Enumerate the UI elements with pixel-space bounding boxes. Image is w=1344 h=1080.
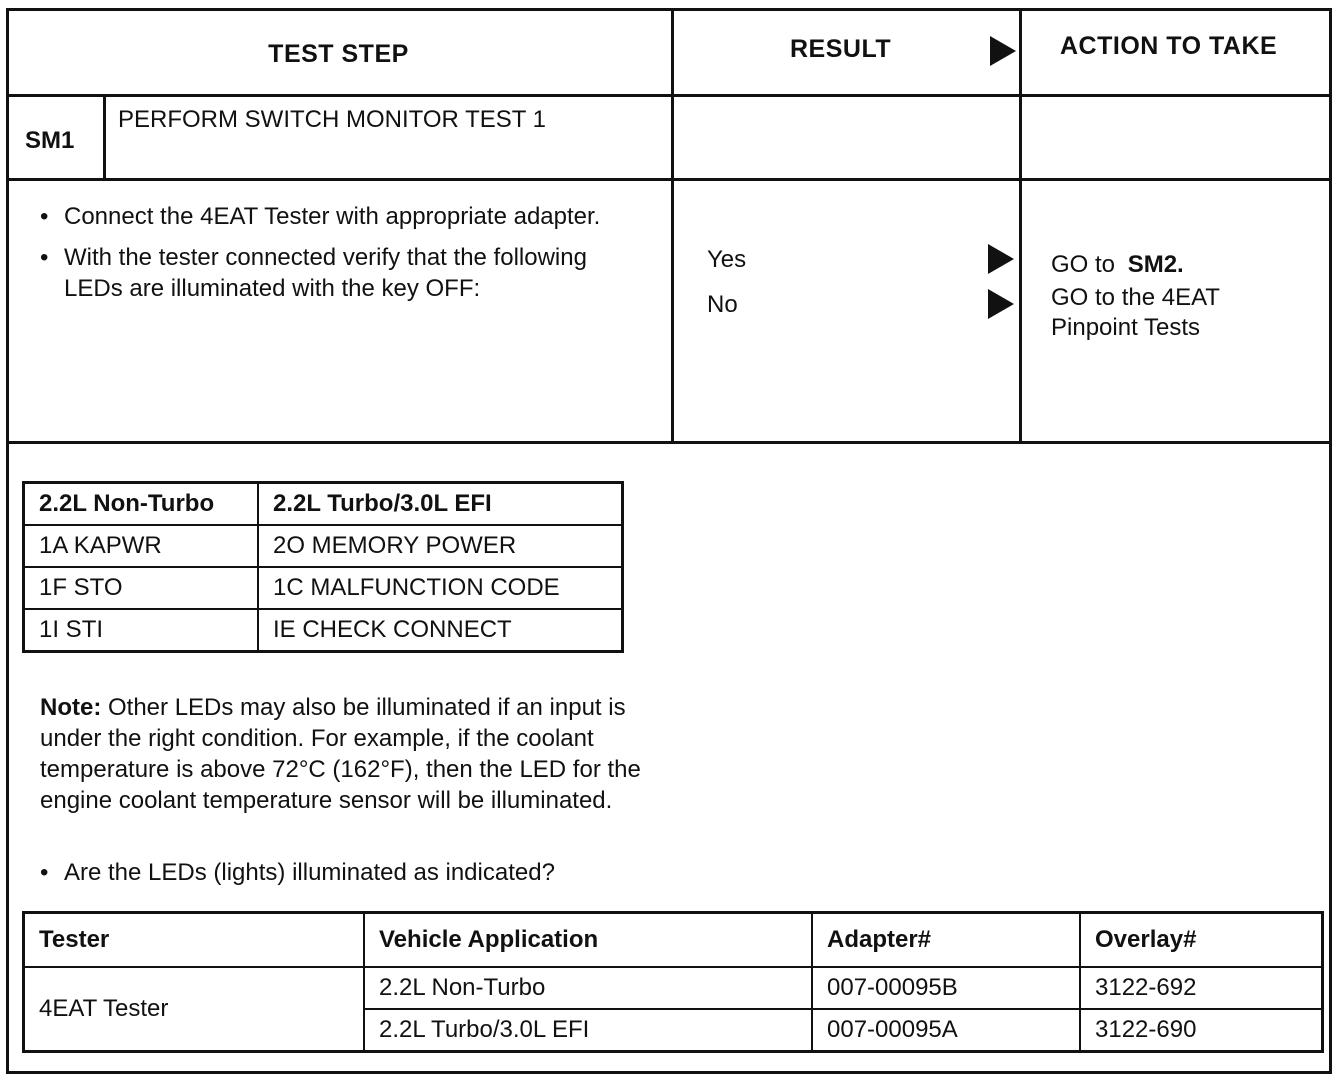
tester-cell: 3122-692 bbox=[1080, 967, 1323, 1009]
action-yes-prefix: GO to bbox=[1051, 251, 1116, 278]
test-step-header: TEST STEP bbox=[268, 40, 409, 68]
header-divider bbox=[6, 94, 1332, 97]
tester-table-row bbox=[24, 967, 1323, 1009]
step-title: PERFORM SWITCH MONITOR TEST 1 bbox=[118, 106, 547, 133]
step-id-divider bbox=[103, 94, 106, 181]
led-cell: 1C MALFUNCTION CODE bbox=[258, 567, 623, 609]
led-cell: 2O MEMORY POWER bbox=[258, 525, 623, 567]
tester-header-cell: Overlay# bbox=[1080, 913, 1323, 968]
led-table-row bbox=[24, 567, 623, 609]
question-item: • Are the LEDs (lights) illuminated as indicated? bbox=[40, 857, 680, 888]
step-id: SM1 bbox=[25, 127, 75, 154]
note bbox=[40, 692, 650, 816]
led-table-header-row bbox=[24, 483, 623, 526]
result-arrow-icon bbox=[990, 36, 1016, 66]
action-header: ACTION TO TAKE bbox=[1060, 32, 1278, 60]
led-header-cell: 2.2L Turbo/3.0L EFI bbox=[258, 483, 623, 526]
yes-arrow-icon bbox=[988, 244, 1014, 274]
result-column-divider bbox=[671, 8, 674, 444]
instructions-divider bbox=[6, 441, 1332, 444]
action-yes-target: SM2. bbox=[1127, 251, 1184, 278]
tester-table bbox=[22, 911, 1324, 1053]
result-no: No bbox=[707, 291, 738, 318]
note-label: Note: bbox=[40, 694, 102, 721]
tester-header-cell: Adapter# bbox=[812, 913, 1080, 968]
tester-cell: 2.2L Turbo/3.0L EFI bbox=[364, 1009, 812, 1052]
note-text: Other LEDs may also be illuminated if an input is under the right condition. For example, if the coolant temperature is above 72°C (162°F), then the LED for the engine coolant temperature sensor will be illuminated. bbox=[40, 694, 641, 814]
result-header: RESULT bbox=[790, 35, 892, 63]
led-table-row bbox=[24, 609, 623, 652]
led-table-row bbox=[24, 525, 623, 567]
step-divider bbox=[6, 178, 1332, 181]
led-cell: 1I STI bbox=[24, 609, 259, 652]
instruction-item: • With the tester connected verify that the following LEDs are illuminated with the key OFF: bbox=[40, 242, 630, 304]
tester-cell: 2.2L Non-Turbo bbox=[364, 967, 812, 1009]
result-yes: Yes bbox=[707, 246, 747, 273]
question-list bbox=[40, 857, 680, 898]
action-yes bbox=[1051, 249, 1184, 280]
instruction-list bbox=[40, 201, 630, 314]
tester-cell: 3122-690 bbox=[1080, 1009, 1323, 1052]
led-cell: 1A KAPWR bbox=[24, 525, 259, 567]
led-header-cell: 2.2L Non-Turbo bbox=[24, 483, 259, 526]
action-column-divider bbox=[1019, 8, 1022, 444]
no-arrow-icon bbox=[988, 289, 1014, 319]
action-no: GO to the 4EAT Pinpoint Tests bbox=[1051, 284, 1220, 341]
tester-header-cell: Tester bbox=[24, 913, 365, 968]
tester-cell: 007-00095A bbox=[812, 1009, 1080, 1052]
tester-header-cell: Vehicle Application bbox=[364, 913, 812, 968]
led-table bbox=[22, 481, 624, 653]
led-cell: IE CHECK CONNECT bbox=[258, 609, 623, 652]
led-cell: 1F STO bbox=[24, 567, 259, 609]
instruction-item: • Connect the 4EAT Tester with appropriate adapter. bbox=[40, 201, 630, 232]
tester-name-cell: 4EAT Tester bbox=[24, 967, 365, 1052]
tester-table-header-row bbox=[24, 913, 1323, 968]
tester-cell: 007-00095B bbox=[812, 967, 1080, 1009]
